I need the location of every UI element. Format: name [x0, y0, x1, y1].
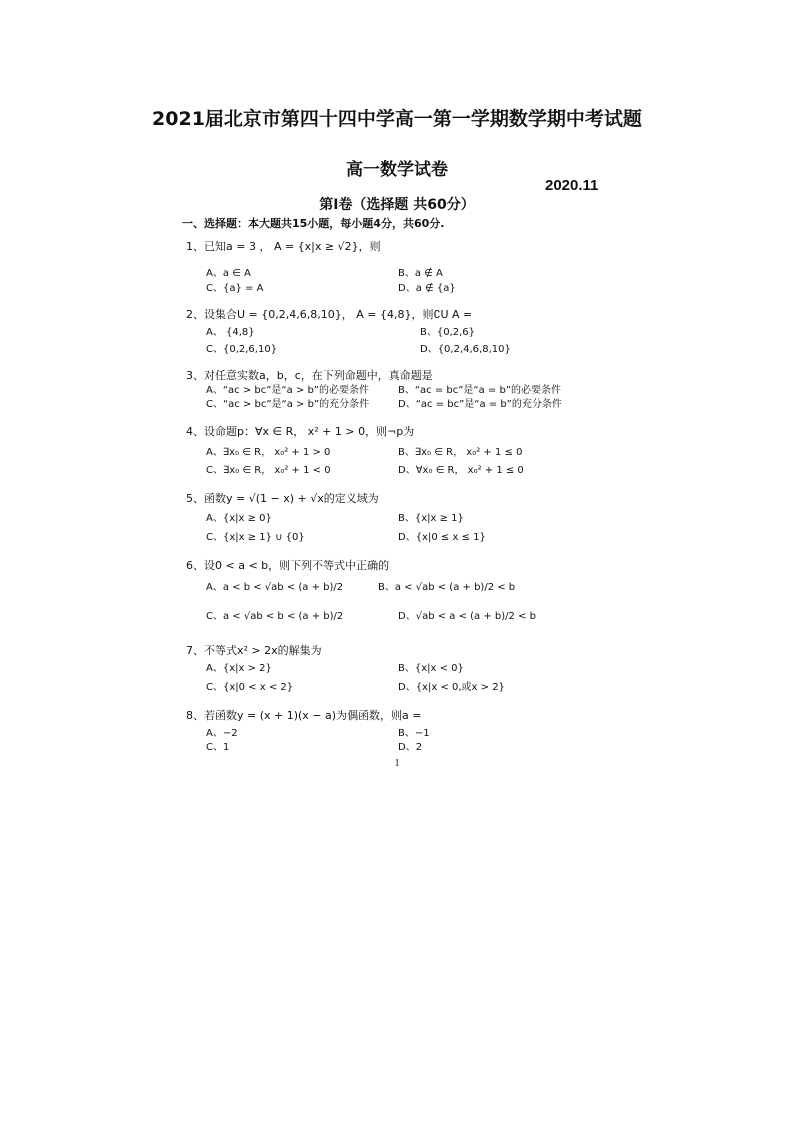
- question-3-option-d: D、“ac = bc”是“a = b”的充分条件: [398, 399, 562, 410]
- question-6-option-c: C、a < √ab < b < (a + b)/2: [206, 611, 344, 622]
- question-8-stem: 8、若函数y = (x + 1)(x − a)为偶函数，则a =: [186, 709, 422, 722]
- question-1-option-d: D、a ∉ {a}: [398, 283, 456, 294]
- question-1-stem: 1、已知a = 3 ， A = {x|x ≥ √2}，则: [186, 240, 381, 253]
- question-7-option-b: B、{x|x < 0}: [398, 663, 464, 674]
- question-5-option-b: B、{x|x ≥ 1}: [398, 513, 464, 524]
- question-1-option-b: B、a ∉ A: [398, 268, 443, 279]
- question-2-option-b: B、{0,2,6}: [420, 327, 476, 338]
- question-2-stem: 2、设集合U = {0,2,4,6,8,10}， A = {4,8}，则∁U A =: [186, 308, 473, 321]
- question-8-option-b: B、−1: [398, 728, 430, 739]
- question-3-option-c: C、“ac > bc”是“a > b”的充分条件: [206, 399, 370, 410]
- question-4-option-d: D、∀x₀ ∈ R， x₀² + 1 ≤ 0: [398, 465, 524, 476]
- question-6-stem: 6、设0 < a < b，则下列不等式中正确的: [186, 559, 390, 572]
- question-8-option-a: A、−2: [206, 728, 238, 739]
- question-4-option-b: B、∃x₀ ∈ R， x₀² + 1 ≤ 0: [398, 447, 523, 458]
- question-4-option-a: A、∃x₀ ∈ R， x₀² + 1 > 0: [206, 447, 331, 458]
- question-8-option-d: D、2: [398, 742, 423, 753]
- question-4-option-c: C、∃x₀ ∈ R， x₀² + 1 < 0: [206, 465, 331, 476]
- question-5-option-a: A、{x|x ≥ 0}: [206, 513, 272, 524]
- section-heading: 一、选择题：本大题共15小题，每小题4分，共60分.: [182, 217, 445, 230]
- question-2-option-c: C、{0,2,6,10}: [206, 344, 278, 355]
- question-7-option-a: A、{x|x > 2}: [206, 663, 272, 674]
- page-number: 1: [394, 758, 400, 769]
- question-7-option-d: D、{x|x < 0,或x > 2}: [398, 682, 505, 693]
- question-8-option-c: C、1: [206, 742, 230, 753]
- exam-title: 2021届北京市第四十四中学高一第一学期数学期中考试题: [152, 108, 642, 130]
- question-1-option-a: A、a ∈ A: [206, 268, 251, 279]
- question-5-stem: 5、函数y = √(1 − x) + √x的定义域为: [186, 492, 379, 505]
- exam-date: 2020.11: [545, 177, 599, 194]
- question-5-option-c: C、{x|x ≥ 1} ∪ {0}: [206, 532, 305, 543]
- question-6-option-b: B、a < √ab < (a + b)/2 < b: [378, 582, 516, 593]
- question-7-option-c: C、{x|0 < x < 2}: [206, 682, 294, 693]
- question-6-option-a: A、a < b < √ab < (a + b)/2: [206, 582, 344, 593]
- question-3-option-a: A、“ac > bc”是“a > b”的必要条件: [206, 385, 369, 396]
- question-1-option-c: C、{a} = A: [206, 283, 264, 294]
- question-5-option-d: D、{x|0 ≤ x ≤ 1}: [398, 532, 486, 543]
- question-2-option-d: D、{0,2,4,6,8,10}: [420, 344, 511, 355]
- question-7-stem: 7、不等式x² > 2x的解集为: [186, 644, 322, 657]
- question-4-stem: 4、设命题p：∀x ∈ R， x² + 1 > 0，则¬p为: [186, 425, 415, 438]
- paper-subtitle: 高一数学试卷: [346, 160, 448, 180]
- question-6-option-d: D、√ab < a < (a + b)/2 < b: [398, 611, 536, 622]
- question-3-option-b: B、“ac = bc”是“a = b”的必要条件: [398, 385, 562, 396]
- volume-heading: 第Ⅰ卷（选择题 共60分）: [319, 197, 475, 213]
- question-3-stem: 3、对任意实数a，b，c，在下列命题中，真命题是: [186, 369, 433, 382]
- question-2-option-a: A、 {4,8}: [206, 327, 255, 338]
